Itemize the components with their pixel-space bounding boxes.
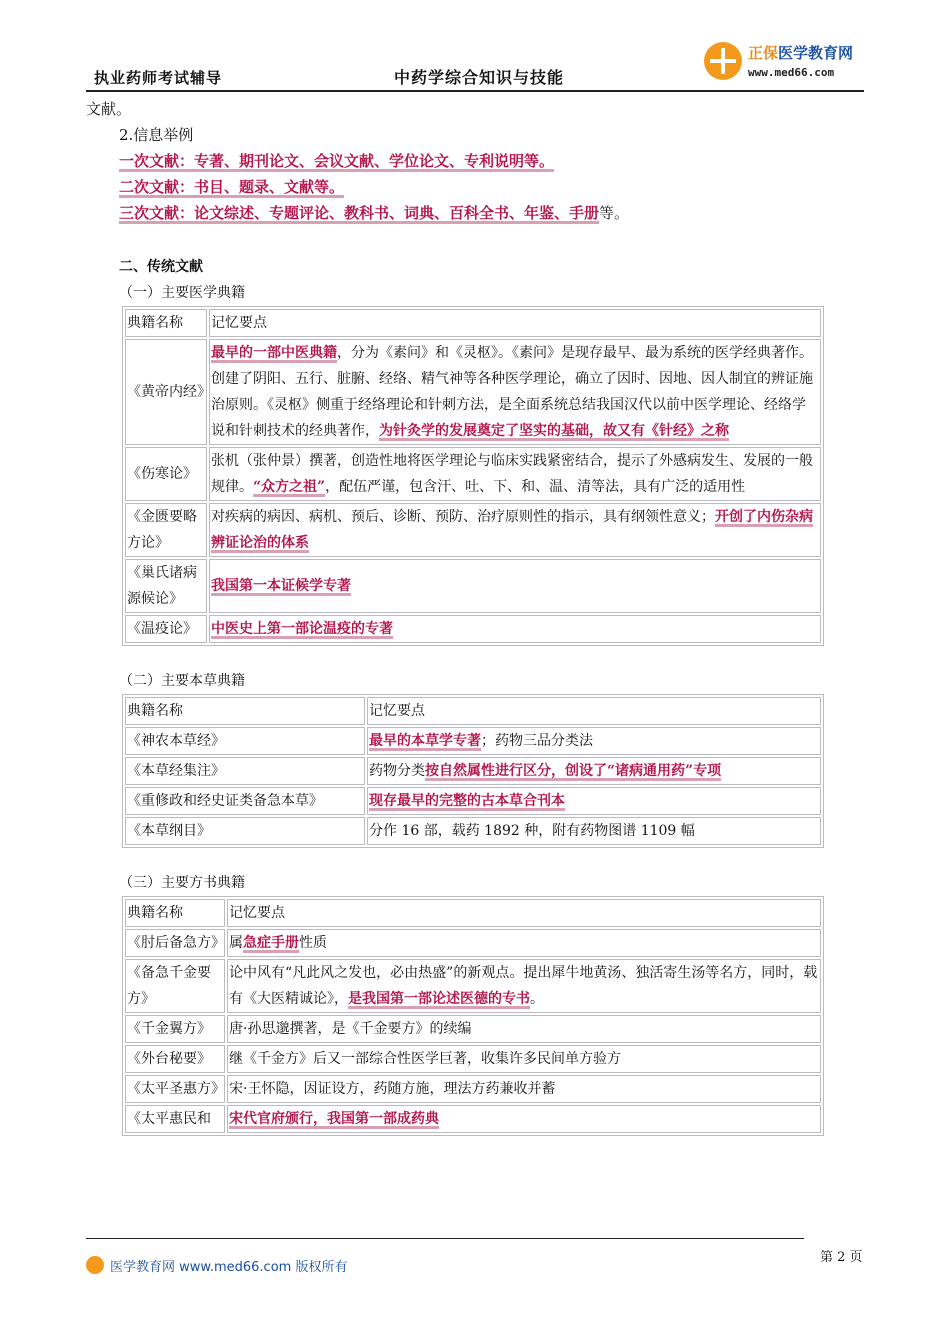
table-row [125,697,821,725]
table-row [125,339,821,445]
book-name: 《重修政和经史证类备急本草》 [125,787,365,815]
book-key-points: 唐·孙思邈撰著，是《千金要方》的续编 [227,1015,821,1043]
table-row [125,559,821,613]
book-name: 《千金翼方》 [125,1015,225,1043]
medical-classics-table [122,306,824,646]
page-header [86,38,864,92]
book-name: 《太平惠民和 [125,1105,225,1133]
logo-brand-name: 正保医学教育网 [748,44,854,62]
book-key-points: 药物分类按自然属性进行区分，创设了“诸病通用药”专项 [367,757,821,785]
book-key-points: 论中风有“凡此风之发也，必由热盛”的新观点。提出犀牛地黄汤、独活寄生汤等名方，同时，载有《大医精诚论》，是我国第一部论述医德的专书。 [227,959,821,1013]
book-name: 《神农本草经》 [125,727,365,755]
secondary-literature: 二次文献：书目、题录、文献等。 [119,178,345,196]
table-row [125,757,821,785]
header-cell: 典籍名称 [125,309,207,337]
page-number: 第 2 页 [820,1250,863,1265]
book-key-points: 张机（张仲景）撰著，创造性地将医学理论与临床实践紧密结合，提示了外感病发生、发展的一般规律。“众方之祖”，配伍严谨，包含汗、吐、下、和、温、清等法，具有广泛的适用性 [209,447,821,501]
footer-divider [86,1238,804,1239]
book-key-points: 最早的一部中医典籍，分为《素问》和《灵枢》。《素问》是现存最早、最为系统的医学经典著作。创建了阴阳、五行、脏腑、经络、精气神等各种医学理论，确立了因时、因地、因人制宜的辨证施治原则。《灵枢》侧重于经络理论和针刺方法，是全面系统总结我国汉代以前中医学理论、经络学说和针刺技术的经典著作，为针灸学的发展奠定了坚实的基础，故又有《针经》之称 [209,339,821,445]
header-cell: 记忆要点 [367,697,821,725]
tertiary-literature: 三次文献：论文综述、专题评论、教科书、词典、百科全书、年鉴、手册等。 [119,204,630,222]
table-row [125,1105,821,1133]
book-name: 《外台秘要》 [125,1045,225,1073]
book-name: 《伤寒论》 [125,447,207,501]
book-key-points: 中医史上第一部论温疫的专著 [209,615,821,643]
table-row [125,787,821,815]
table-row [125,1045,821,1073]
table-row [125,929,821,957]
book-name: 《温疫论》 [125,615,207,643]
book-key-points: 宋·王怀隐，因证设方，药随方施，理法方药兼收并蓄 [227,1075,821,1103]
book-name: 《金匮要略方论》 [125,503,207,557]
book-name: 《本草纲目》 [125,817,365,845]
book-name: 《太平圣惠方》 [125,1075,225,1103]
logo-cross-icon [704,42,742,80]
book-key-points: 对疾病的病因、病机、预后、诊断、预防、治疗原则性的指示，具有纲领性意义；开创了内伤杂病辨证论治的体系 [209,503,821,557]
footer-copyright[interactable]: 医学教育网 www.med66.com 版权所有 [110,1260,348,1275]
table-row [125,615,821,643]
header-cell: 典籍名称 [125,899,225,927]
book-key-points: 宋代官府颁行，我国第一部成药典 [227,1105,821,1133]
book-key-points: 我国第一本证候学专著 [209,559,821,613]
footer-logo-icon [86,1256,104,1274]
brand-logo[interactable] [704,40,864,84]
document-body [86,96,846,1158]
header-cell: 记忆要点 [209,309,821,337]
table-row [125,503,821,557]
info-examples-heading: 2.信息举例 [119,126,194,144]
book-key-points: 最早的本草学专著；药物三品分类法 [367,727,821,755]
table-row [125,817,821,845]
header-cell: 记忆要点 [227,899,821,927]
exam-guide-title: 执业药师考试辅导 [94,69,223,87]
table-row [125,899,821,927]
book-key-points: 属急症手册性质 [227,929,821,957]
materia-medica-table [122,694,824,848]
header-divider [86,90,864,92]
logo-url: www.med66.com [748,66,835,79]
continued-text: 文献。 [86,100,132,118]
subject-title: 中药学综合知识与技能 [394,68,565,87]
book-key-points: 继《千金方》后又一部综合性医学巨著，收集许多民间单方验方 [227,1045,821,1073]
table3-title: （三）主要方书典籍 [119,875,245,891]
book-key-points: 现存最早的完整的古本草合刊本 [367,787,821,815]
table1-title: （一）主要医学典籍 [119,285,245,301]
table2-title: （二）主要本草典籍 [119,673,245,689]
book-name: 《肘后备急方》 [125,929,225,957]
table-row [125,959,821,1013]
book-name: 《本草经集注》 [125,757,365,785]
book-name: 《黄帝内经》 [125,339,207,445]
book-name: 《备急千金要方》 [125,959,225,1013]
table-row [125,1075,821,1103]
formula-classics-table [122,896,824,1136]
header-cell: 典籍名称 [125,697,365,725]
table-row [125,309,821,337]
book-key-points: 分作 16 部，载药 1892 种，附有药物图谱 1109 幅 [367,817,821,845]
book-name: 《巢氏诸病源候论》 [125,559,207,613]
table-row [125,447,821,501]
table-row [125,727,821,755]
primary-literature: 一次文献：专著、期刊论文、会议文献、学位论文、专利说明等。 [119,152,555,170]
table-row [125,1015,821,1043]
section-traditional-literature: 二、传统文献 [119,259,203,275]
